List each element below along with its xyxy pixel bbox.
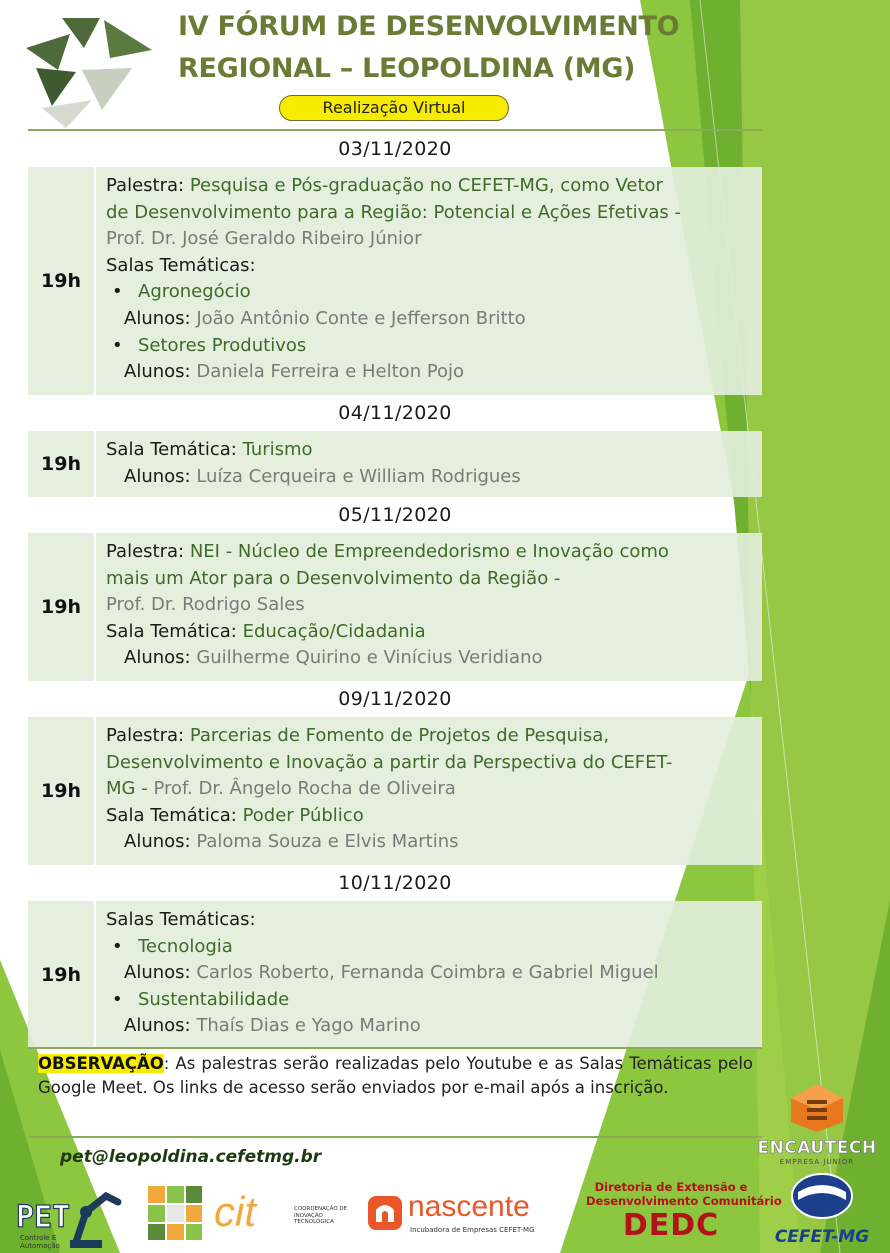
virtual-badge: Realização Virtual — [279, 95, 509, 121]
schedule-day — [28, 395, 762, 497]
sala-name: Turismo — [242, 439, 313, 460]
alunos-label: Alunos: — [124, 647, 191, 669]
schedule-day — [28, 865, 762, 1049]
day-date: 05/11/2020 — [338, 504, 452, 526]
theme-name: Sustentabilidade — [138, 988, 290, 1010]
cube-icon — [146, 1184, 204, 1242]
alunos-names: Daniela Ferreira e Helton Pojo — [196, 361, 465, 383]
cefet-wordmark: CEFET-MG — [774, 1227, 870, 1247]
schedule-block — [28, 533, 762, 681]
divider — [28, 1136, 762, 1138]
observation-text: : As palestras serão realizadas pelo Youtube e as Salas Temáticas pelo Google Meet. Os links de acesso serão enviados por e-mail após a inscrição. — [38, 1054, 753, 1097]
schedule-block — [28, 717, 762, 865]
schedule-day — [28, 497, 762, 681]
day-date: 04/11/2020 — [338, 402, 452, 424]
encautech-icon — [787, 1082, 847, 1134]
time-label: 19h — [28, 167, 96, 395]
title-line-2: REGIONAL – LEOPOLDINA (MG) — [178, 53, 636, 84]
sala-label: Sala Temática: — [106, 439, 237, 460]
salas-label: Salas Temáticas: — [106, 254, 256, 276]
contact-email[interactable]: pet@leopoldina.cefetmg.br — [60, 1147, 322, 1167]
alunos-label: Alunos: — [124, 307, 191, 329]
nascente-sub: Incubadora de Empresas CEFET-MG — [410, 1226, 535, 1234]
alunos-names: Thaís Dias e Yago Marino — [196, 1015, 421, 1037]
sala-name: Poder Público — [242, 804, 364, 826]
encautech-logo — [748, 1082, 886, 1168]
time-label: 19h — [28, 901, 96, 1049]
cit-wordmark: cit — [214, 1188, 256, 1235]
schedule-day — [28, 131, 762, 395]
schedule-day — [28, 681, 762, 865]
alunos-label: Alunos: — [124, 962, 191, 984]
pet-wordmark: PET — [16, 1200, 71, 1235]
schedule-block — [28, 901, 762, 1049]
salas-label: Salas Temáticas: — [106, 909, 256, 930]
schedule-content — [96, 901, 762, 1049]
day-date: 10/11/2020 — [338, 872, 452, 894]
dedc-logo — [586, 1180, 782, 1253]
bullet: • — [112, 334, 123, 356]
day-date: 09/11/2020 — [338, 688, 452, 710]
bullet: • — [112, 935, 123, 957]
palestra-label: Palestra: — [106, 725, 185, 746]
title-line-1: IV FÓRUM DE DESENVOLVIMENTO — [178, 11, 680, 42]
alunos-names: Luíza Cerqueira e William Rodrigues — [196, 465, 521, 487]
bullet: • — [112, 988, 123, 1010]
sala-label: Sala Temática: — [106, 804, 237, 826]
palestra-title-cont: mais um Ator para o Desenvolvimento da Região - — [106, 567, 561, 589]
bullet: • — [112, 281, 123, 303]
alunos-label: Alunos: — [124, 1015, 191, 1037]
theme-name: Tecnologia — [138, 935, 233, 957]
schedule-content — [96, 533, 762, 681]
palestra-title: Pesquisa e Pós-graduação no CEFET-MG, como Vetor — [189, 175, 663, 196]
alunos-names: Paloma Souza e Elvis Martins — [196, 831, 459, 853]
alunos-names: João Antônio Conte e Jefferson Britto — [196, 307, 526, 329]
dedc-wordmark: DEDC — [622, 1208, 720, 1243]
day-date: 03/11/2020 — [338, 138, 452, 160]
schedule-content — [96, 167, 762, 395]
theme-name: Agronegócio — [138, 281, 251, 303]
alunos-label: Alunos: — [124, 465, 191, 487]
cit-logo — [146, 1184, 356, 1246]
speaker: Prof. Dr. José Geraldo Ribeiro Júnior — [106, 228, 422, 250]
pet-sub: Controle E Automação — [20, 1234, 60, 1250]
schedule-block — [28, 431, 762, 497]
divider — [28, 1047, 762, 1049]
palestra-title-cont: Desenvolvimento e Inovação a partir da Perspectiva do CEFET- — [106, 751, 673, 773]
encautech-sub: EMPRESA JÚNIOR — [779, 1158, 855, 1166]
nascente-icon — [368, 1196, 402, 1230]
pet-logo — [6, 1182, 128, 1250]
sala-label: Sala Temática: — [106, 620, 237, 642]
observation-note — [38, 1052, 753, 1099]
footer-logos — [0, 1170, 890, 1253]
alunos-label: Alunos: — [124, 361, 191, 383]
palestra-title-cont: de Desenvolvimento para a Região: Potencial e Ações Efetivas - — [106, 201, 681, 223]
alunos-names: Guilherme Quirino e Vinícius Veridiano — [196, 647, 543, 669]
alunos-label: Alunos: — [124, 831, 191, 853]
page-title — [178, 6, 698, 90]
schedule-content — [96, 717, 762, 865]
alunos-names: Carlos Roberto, Fernanda Coimbra e Gabriel Miguel — [196, 962, 659, 984]
time-label: 19h — [28, 533, 96, 681]
schedule-content — [96, 431, 762, 497]
palestra-title: NEI - Núcleo de Empreendedorismo e Inovação como — [189, 541, 669, 562]
palestra-label: Palestra: — [106, 541, 185, 562]
cit-sub: COORDENAÇÃO DE INOVAÇÃO TECNOLÓGICA — [294, 1206, 348, 1225]
speaker: Prof. Dr. Rodrigo Sales — [106, 594, 305, 616]
theme-name: Setores Produtivos — [138, 334, 307, 356]
speaker: Prof. Dr. Ângelo Rocha de Oliveira — [153, 778, 456, 800]
palestra-label: Palestra: — [106, 175, 185, 196]
nascente-logo — [368, 1192, 568, 1242]
time-label: 19h — [28, 431, 96, 497]
palestra-title: Parcerias de Fomento de Projetos de Pesquisa, — [189, 725, 610, 746]
schedule-block — [28, 167, 762, 395]
nascente-wordmark: nascente — [408, 1190, 530, 1223]
dedc-line2: Desenvolvimento Comunitário — [586, 1194, 782, 1208]
palestra-title-cont: MG - — [106, 778, 148, 800]
time-label: 19h — [28, 717, 96, 865]
cefet-logo — [764, 1170, 880, 1250]
observation-label: OBSERVAÇÃO — [38, 1054, 164, 1073]
forum-logo — [22, 10, 157, 128]
dedc-line1: Diretoria de Extensão e — [594, 1180, 748, 1194]
encautech-wordmark: ENCAUTECH — [757, 1138, 877, 1158]
cefet-emblem-icon — [764, 1170, 880, 1222]
sala-name: Educação/Cidadania — [242, 620, 426, 642]
